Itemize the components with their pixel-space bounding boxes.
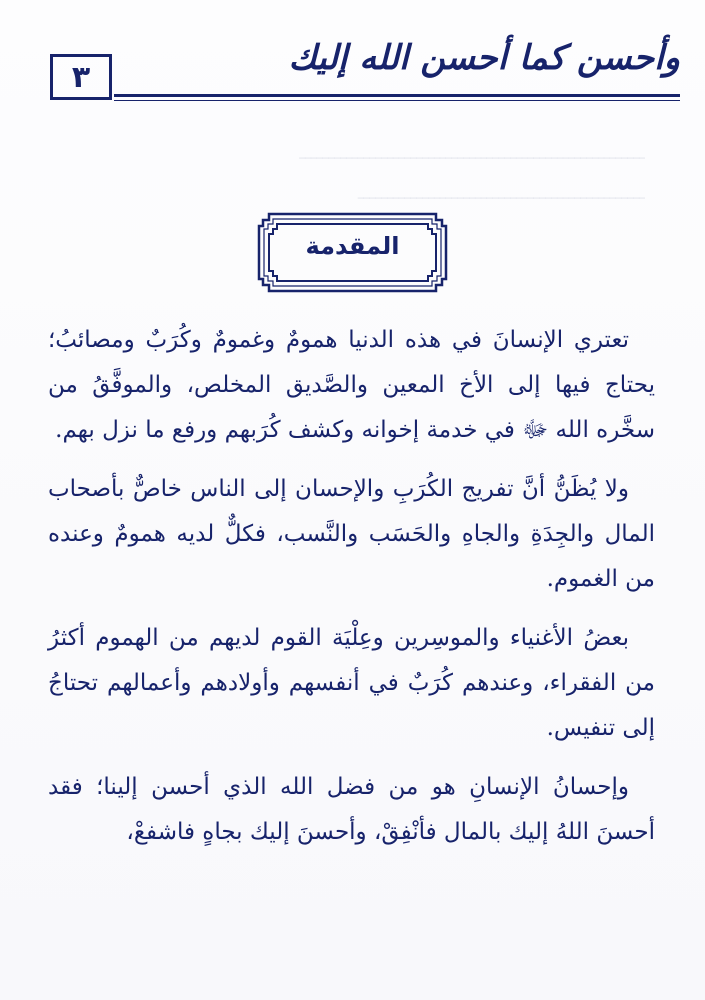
- page-number: ٣: [71, 59, 91, 95]
- paragraph: تعتري الإنسانَ في هذه الدنيا همومٌ وغمومٌ وكُرَبٌ ومصائبُ؛ يحتاج فيها إلى الأخ المعين والصَّديق المخلص، والموفَّقُ من سخَّره الله ﷻ في خدمة إخوانه وكشف كُرَبهم ورفع ما نزل بهم.: [48, 327, 655, 443]
- section-title-frame: [255, 210, 450, 295]
- running-header: [40, 38, 680, 108]
- section-title: المقدمة: [305, 232, 400, 260]
- running-header-title: وأحسن كما أحسن الله إليك: [288, 38, 680, 78]
- page-number-box: [50, 54, 112, 100]
- header-rule: [114, 94, 680, 97]
- body-text: [48, 318, 655, 869]
- header-rule-thin: [114, 100, 680, 101]
- paragraph: وإحسانُ الإنسانِ هو من فضل الله الذي أحسن إلينا؛ فقد أحسنَ اللهُ إليك بالمال فأنْفِقْ، وأحسنَ إليك بجاهٍ فاشفعْ،: [48, 774, 655, 845]
- paragraph: بعضُ الأغنياء والموسِرين وعِلْيَة القوم لديهم من الهموم أكثرُ من الفقراء، وعندهم كُرَبٌ في أنفسهم وأولادهم وأعمالهم تحتاجُ إلى تنفيس.: [48, 625, 655, 741]
- bleed-through-text: ـــــــــــــــــــــــــــــــــــــــــــــــــ: [357, 180, 645, 204]
- paragraph: ولا يُظَنُّ أنَّ تفريج الكُرَبِ والإحسان إلى الناس خاصٌّ بأصحاب المال والجِدَةِ والجاهِ والحَسَب والنَّسب، فكلٌّ لديه همومٌ وعنده من الغموم.: [48, 476, 655, 592]
- bleed-through-text: ـــــــــــــــــــــــــــــــــــــــــــــــــــــــــــ: [299, 140, 645, 164]
